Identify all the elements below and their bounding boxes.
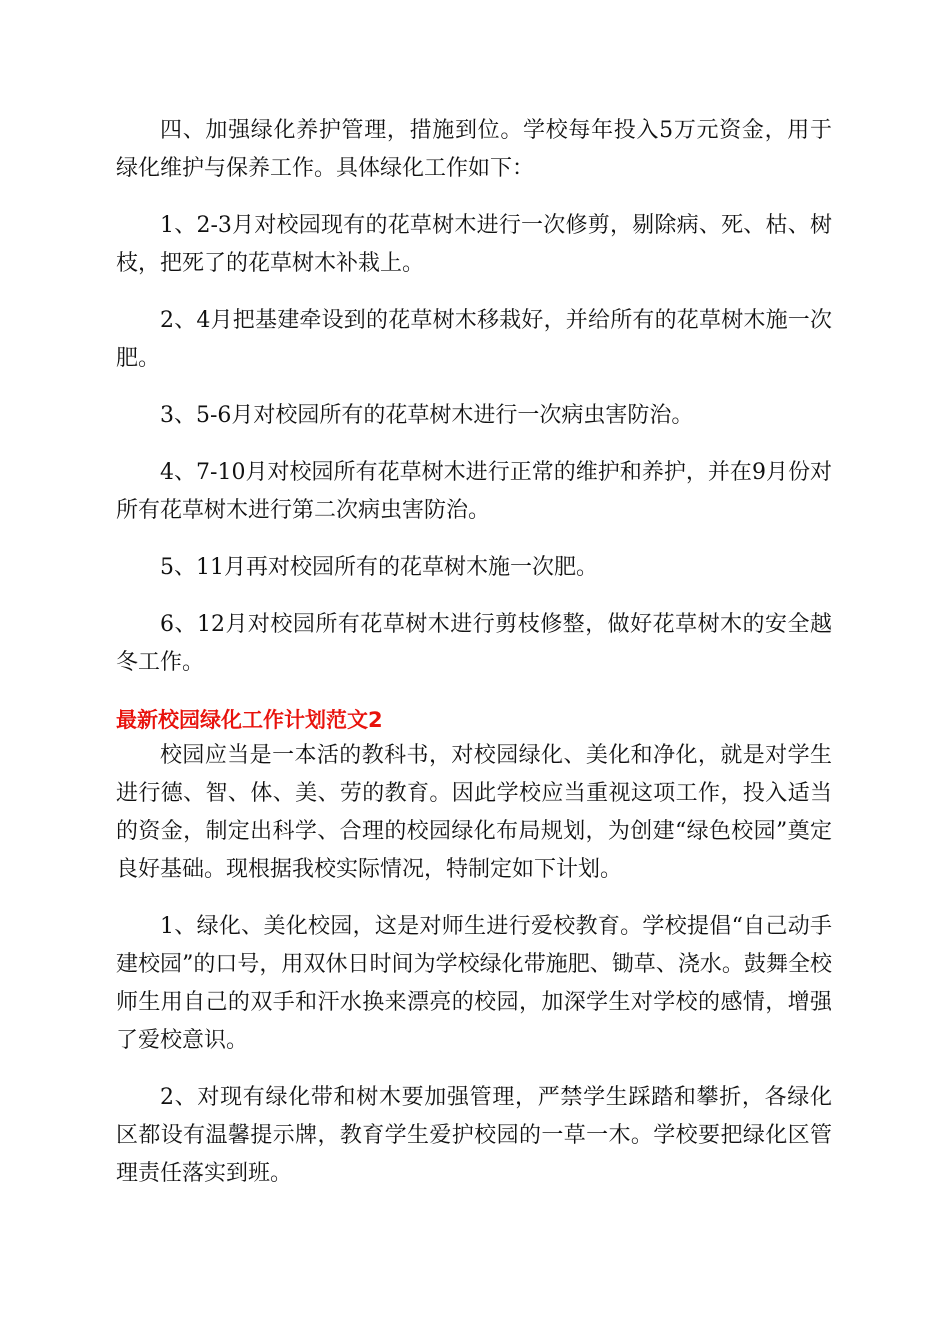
- list-item: 1、绿化、美化校园，这是对师生进行爱校教育。学校提倡“自己动手建校园”的口号，用双休日时间为学校绿化带施肥、锄草、浇水。鼓舞全校师生用自己的双手和汗水换来漂亮的校园，加深学生对学校的感情，增强了爱校意识。: [116, 914, 832, 1053]
- list-item: 2、对现有绿化带和树木要加强管理，严禁学生踩踏和攀折，各绿化区都设有温馨提示牌，教育学生爱护校园的一草一木。学校要把绿化区管理责任落实到班。: [116, 1085, 832, 1186]
- list-item: 5、11月再对校园所有的花草树木施一次肥。: [160, 555, 598, 580]
- list-item: 1、2-3月对校园现有的花草树木进行一次修剪，剔除病、死、枯、树枝，把死了的花草树木补栽上。: [116, 213, 832, 276]
- document-body: [116, 112, 832, 1212]
- list-item: 4、7-10月对校园所有花草树木进行正常的维护和养护，并在9月份对所有花草树木进行第二次病虫害防治。: [116, 460, 832, 523]
- list-item: 3、5-6月对校园所有的花草树木进行一次病虫害防治。: [160, 403, 694, 428]
- list-item: 6、12月对校园所有花草树木进行剪枝修整，做好花草树木的安全越冬工作。: [116, 612, 832, 675]
- paragraph-section1-intro: 四、加强绿化养护管理，措施到位。学校每年投入5万元资金，用于绿化维护与保养工作。具体绿化工作如下：: [116, 118, 832, 181]
- list-item: 2、4月把基建牵设到的花草树木移栽好，并给所有的花草树木施一次肥。: [116, 308, 832, 371]
- paragraph-section2-intro: 校园应当是一本活的教科书，对校园绿化、美化和净化，就是对学生进行德、智、体、美、劳的教育。因此学校应当重视这项工作，投入适当的资金，制定出科学、合理的校园绿化布局规划，为创建“绿色校园”奠定良好基础。现根据我校实际情况，特制定如下计划。: [116, 743, 832, 882]
- section-heading: 最新校园绿化工作计划范文2: [116, 708, 383, 732]
